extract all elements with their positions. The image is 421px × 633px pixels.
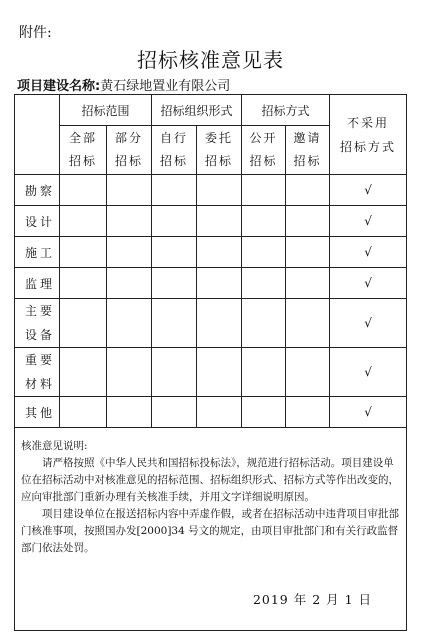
table-row bbox=[15, 175, 407, 206]
row-label-l1: 主要 bbox=[25, 304, 56, 318]
row-label: 施工 bbox=[15, 237, 60, 268]
subheader-full-l2: 招标 bbox=[68, 154, 97, 168]
header-not-adopted-line1: 不采用 bbox=[347, 115, 390, 130]
check-mark: √ bbox=[330, 237, 407, 268]
row-label bbox=[15, 299, 60, 348]
subheader-partial-l2: 招标 bbox=[115, 154, 144, 168]
row-label bbox=[15, 348, 60, 397]
subheader-entrusted bbox=[197, 126, 242, 175]
attachment-label: 附件: bbox=[19, 25, 52, 41]
header-not-adopted-line2: 招标方式 bbox=[340, 139, 397, 154]
table-row bbox=[15, 299, 407, 348]
header-row-groups bbox=[15, 95, 407, 126]
subheader-invited-l1: 邀请 bbox=[293, 131, 322, 145]
subheader-self-l2: 招标 bbox=[160, 154, 189, 168]
header-organization: 招标组织形式 bbox=[152, 95, 242, 126]
subheader-open bbox=[242, 126, 286, 175]
header-method: 招标方式 bbox=[242, 95, 330, 126]
project-label: 项目建设名称: bbox=[17, 79, 101, 94]
subheader-full bbox=[60, 126, 107, 175]
row-label: 勘察 bbox=[15, 175, 60, 206]
subheader-self-l1: 自行 bbox=[160, 131, 189, 145]
row-label: 其他 bbox=[15, 397, 60, 428]
notes-paragraph-2: 项目建设单位在报送招标内容中弄虚作假，或者在招标活动中违背项目审批部门核准事项，按照国办发[2000]34 号文的规定，由项目审批部门和有关行政监督部门依法处罚。 bbox=[21, 508, 399, 554]
table-row bbox=[15, 237, 407, 268]
subheader-partial bbox=[107, 126, 152, 175]
subheader-self bbox=[152, 126, 197, 175]
row-label: 监理 bbox=[15, 268, 60, 299]
check-mark: √ bbox=[330, 299, 407, 348]
header-scope: 招标范围 bbox=[60, 95, 152, 126]
project-name: 黄石绿地置业有限公司 bbox=[100, 79, 231, 94]
subheader-invited-l2: 招标 bbox=[293, 154, 322, 168]
page-title: 招标核准意见表 bbox=[137, 48, 284, 72]
check-mark: √ bbox=[330, 348, 407, 397]
subheader-open-l2: 招标 bbox=[249, 154, 278, 168]
check-mark: √ bbox=[330, 206, 407, 237]
table-row bbox=[15, 397, 407, 428]
row-label-l2: 设备 bbox=[25, 328, 56, 342]
table-row bbox=[15, 348, 407, 397]
subheader-entrusted-l2: 招标 bbox=[205, 154, 234, 168]
row-label-l2: 材料 bbox=[25, 377, 56, 391]
check-mark: √ bbox=[330, 268, 407, 299]
check-mark: √ bbox=[330, 397, 407, 428]
subheader-invited bbox=[286, 126, 330, 175]
header-not-adopted bbox=[330, 95, 407, 175]
corner-cell bbox=[15, 95, 60, 175]
row-label: 设计 bbox=[15, 206, 60, 237]
subheader-full-l1: 全部 bbox=[68, 131, 97, 145]
notes-paragraph-1: 请严格按照《中华人民共和国招标投标法》，规范进行招标活动。项目建设单位在招标活动中对核准意见的招标范围、招标组织形式、招标方式等作出改变的，应向审批部门重新办理有关核准手续，并用文字详细说明原因。 bbox=[21, 457, 399, 503]
subheader-entrusted-l1: 委托 bbox=[205, 131, 234, 145]
notes-cell bbox=[15, 428, 407, 631]
approval-table bbox=[14, 94, 407, 631]
subheader-partial-l1: 部分 bbox=[115, 131, 144, 145]
project-line bbox=[17, 75, 230, 94]
subheader-open-l1: 公开 bbox=[249, 131, 278, 145]
check-mark: √ bbox=[330, 175, 407, 206]
notes-heading: 核准意见说明: bbox=[21, 440, 88, 452]
approval-date: 2019 年 2 月 1 日 bbox=[252, 592, 373, 607]
table-row bbox=[15, 268, 407, 299]
row-label-l1: 重要 bbox=[25, 353, 56, 367]
table-row bbox=[15, 206, 407, 237]
notes-row bbox=[15, 428, 407, 631]
